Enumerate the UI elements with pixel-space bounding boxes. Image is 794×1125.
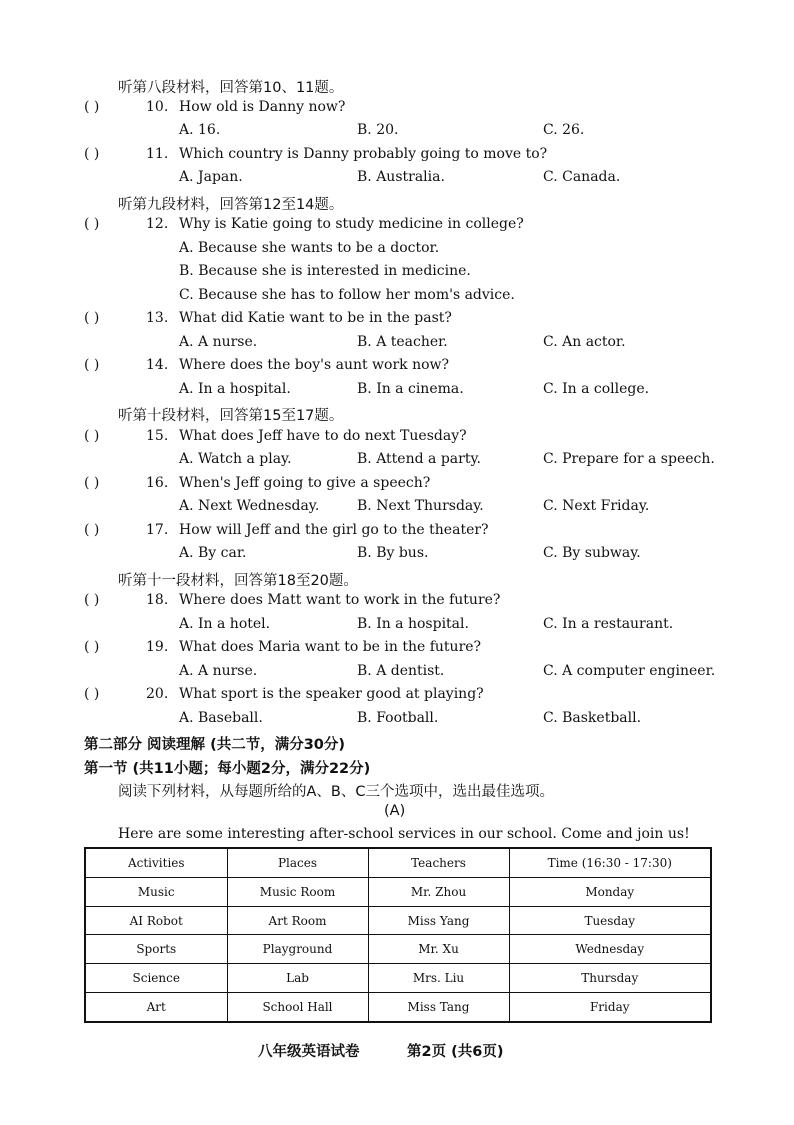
answer-paren: ( ) bbox=[84, 216, 100, 232]
table-cell: Tuesday bbox=[509, 906, 711, 935]
option-a: A. In a hospital. bbox=[179, 381, 291, 397]
reading-instruction: 阅读下列材料，从每题所给的A、B、C三个选项中，选出最佳选项。 bbox=[118, 784, 554, 800]
question-number: 14. bbox=[146, 357, 169, 373]
table-header-row bbox=[85, 848, 711, 878]
question-number: 12. bbox=[146, 216, 169, 232]
table-header-cell: Places bbox=[227, 848, 368, 878]
option-b: B. By bus. bbox=[357, 545, 429, 561]
table-header-cell: Time (16:30 - 17:30) bbox=[509, 848, 711, 878]
answer-paren: ( ) bbox=[84, 146, 100, 162]
option-b: B. Attend a party. bbox=[357, 451, 481, 467]
option-b: B. In a hospital. bbox=[357, 616, 469, 632]
part2-heading: 第二部分 阅读理解 (共二节，满分30分) bbox=[84, 737, 346, 753]
option-b: B. Football. bbox=[357, 710, 439, 726]
question-text: What does Jeff have to do next Tuesday? bbox=[179, 428, 467, 444]
option-b: B. 20. bbox=[357, 122, 399, 138]
question-number: 11. bbox=[146, 146, 169, 162]
question-text: How old is Danny now? bbox=[179, 99, 346, 115]
section1-heading: 第一节 (共11小题；每小题2分，满分22分) bbox=[84, 761, 371, 777]
option-c: C. Canada. bbox=[543, 169, 621, 185]
answer-paren: ( ) bbox=[84, 357, 100, 373]
answer-paren: ( ) bbox=[84, 522, 100, 538]
table-cell: Monday bbox=[509, 878, 711, 907]
question-text: Where does the boy's aunt work now? bbox=[179, 357, 450, 373]
question-text: Where does Matt want to work in the future? bbox=[179, 592, 501, 608]
table-row bbox=[85, 906, 711, 935]
option-c: C. Basketball. bbox=[543, 710, 642, 726]
table-cell: Friday bbox=[509, 992, 711, 1022]
answer-paren: ( ) bbox=[84, 99, 100, 115]
option-a: A. Because she wants to be a doctor. bbox=[179, 240, 440, 256]
option-a: A. In a hotel. bbox=[179, 616, 271, 632]
table-cell: Science bbox=[85, 964, 227, 993]
option-b: B. Next Thursday. bbox=[357, 498, 484, 514]
answer-paren: ( ) bbox=[84, 475, 100, 491]
table-row bbox=[85, 935, 711, 964]
option-a: A. Baseball. bbox=[179, 710, 263, 726]
question-number: 13. bbox=[146, 310, 169, 326]
option-b: B. Because she is interested in medicine. bbox=[179, 263, 471, 279]
option-a: A. Japan. bbox=[179, 169, 243, 185]
question-text: What did Katie want to be in the past? bbox=[179, 310, 452, 326]
table-cell: AI Robot bbox=[85, 906, 227, 935]
table-cell: Miss Yang bbox=[368, 906, 509, 935]
option-b: B. Australia. bbox=[357, 169, 445, 185]
table-cell: Lab bbox=[227, 964, 368, 993]
option-c: C. By subway. bbox=[543, 545, 641, 561]
option-c: C. Next Friday. bbox=[543, 498, 650, 514]
option-a: A. 16. bbox=[179, 122, 221, 138]
option-b: B. A teacher. bbox=[357, 334, 448, 350]
option-a: A. Watch a play. bbox=[179, 451, 292, 467]
question-number: 15. bbox=[146, 428, 169, 444]
answer-paren: ( ) bbox=[84, 686, 100, 702]
question-text: When's Jeff going to give a speech? bbox=[179, 475, 431, 491]
option-c: C. In a college. bbox=[543, 381, 650, 397]
answer-paren: ( ) bbox=[84, 428, 100, 444]
option-c: C. A computer engineer. bbox=[543, 663, 716, 679]
answer-paren: ( ) bbox=[84, 592, 100, 608]
table-row bbox=[85, 992, 711, 1022]
listening-section-10: 听第十段材料，回答第15至17题。 bbox=[118, 408, 344, 424]
passage-intro: Here are some interesting after-school services in our school. Come and join us! bbox=[118, 826, 690, 842]
table-cell: Music Room bbox=[227, 878, 368, 907]
question-number: 17. bbox=[146, 522, 169, 538]
option-b: B. In a cinema. bbox=[357, 381, 464, 397]
footer-title: 八年级英语试卷 bbox=[258, 1044, 360, 1060]
question-text: How will Jeff and the girl go to the theater? bbox=[179, 522, 489, 538]
table-cell: Thursday bbox=[509, 964, 711, 993]
table-cell: Mr. Zhou bbox=[368, 878, 509, 907]
listening-section-11: 听第十一段材料，回答第18至20题。 bbox=[118, 573, 358, 589]
question-text: What sport is the speaker good at playing? bbox=[179, 686, 484, 702]
passage-label: (A) bbox=[384, 803, 406, 819]
option-c: C. Prepare for a speech. bbox=[543, 451, 715, 467]
question-number: 10. bbox=[146, 99, 169, 115]
listening-section-9: 听第九段材料，回答第12至14题。 bbox=[118, 197, 344, 213]
table-cell: Sports bbox=[85, 935, 227, 964]
table-cell: Playground bbox=[227, 935, 368, 964]
option-c: C. In a restaurant. bbox=[543, 616, 674, 632]
answer-paren: ( ) bbox=[84, 310, 100, 326]
option-c: C. Because she has to follow her mom's advice. bbox=[179, 287, 515, 303]
option-a: A. By car. bbox=[179, 545, 247, 561]
table-row bbox=[85, 878, 711, 907]
table-cell: Art bbox=[85, 992, 227, 1022]
question-text: Which country is Danny probably going to move to? bbox=[179, 146, 548, 162]
after-school-services-table bbox=[84, 847, 712, 1023]
question-number: 16. bbox=[146, 475, 169, 491]
table-row bbox=[85, 964, 711, 993]
option-c: C. 26. bbox=[543, 122, 585, 138]
question-number: 18. bbox=[146, 592, 169, 608]
listening-section-8: 听第八段材料，回答第10、11题。 bbox=[118, 80, 344, 96]
table-cell: Miss Tang bbox=[368, 992, 509, 1022]
table-cell: Mr. Xu bbox=[368, 935, 509, 964]
option-c: C. An actor. bbox=[543, 334, 626, 350]
table-header-cell: Teachers bbox=[368, 848, 509, 878]
question-number: 19. bbox=[146, 639, 169, 655]
table-cell: School Hall bbox=[227, 992, 368, 1022]
question-text: Why is Katie going to study medicine in college? bbox=[179, 216, 524, 232]
table-header-cell: Activities bbox=[85, 848, 227, 878]
table-cell: Wednesday bbox=[509, 935, 711, 964]
question-number: 20. bbox=[146, 686, 169, 702]
footer-page: 第2页 (共6页) bbox=[407, 1044, 504, 1060]
option-b: B. A dentist. bbox=[357, 663, 445, 679]
option-a: A. A nurse. bbox=[179, 334, 258, 350]
option-a: A. A nurse. bbox=[179, 663, 258, 679]
answer-paren: ( ) bbox=[84, 639, 100, 655]
option-a: A. Next Wednesday. bbox=[179, 498, 320, 514]
table-cell: Art Room bbox=[227, 906, 368, 935]
question-text: What does Maria want to be in the future? bbox=[179, 639, 482, 655]
table-cell: Mrs. Liu bbox=[368, 964, 509, 993]
table-cell: Music bbox=[85, 878, 227, 907]
